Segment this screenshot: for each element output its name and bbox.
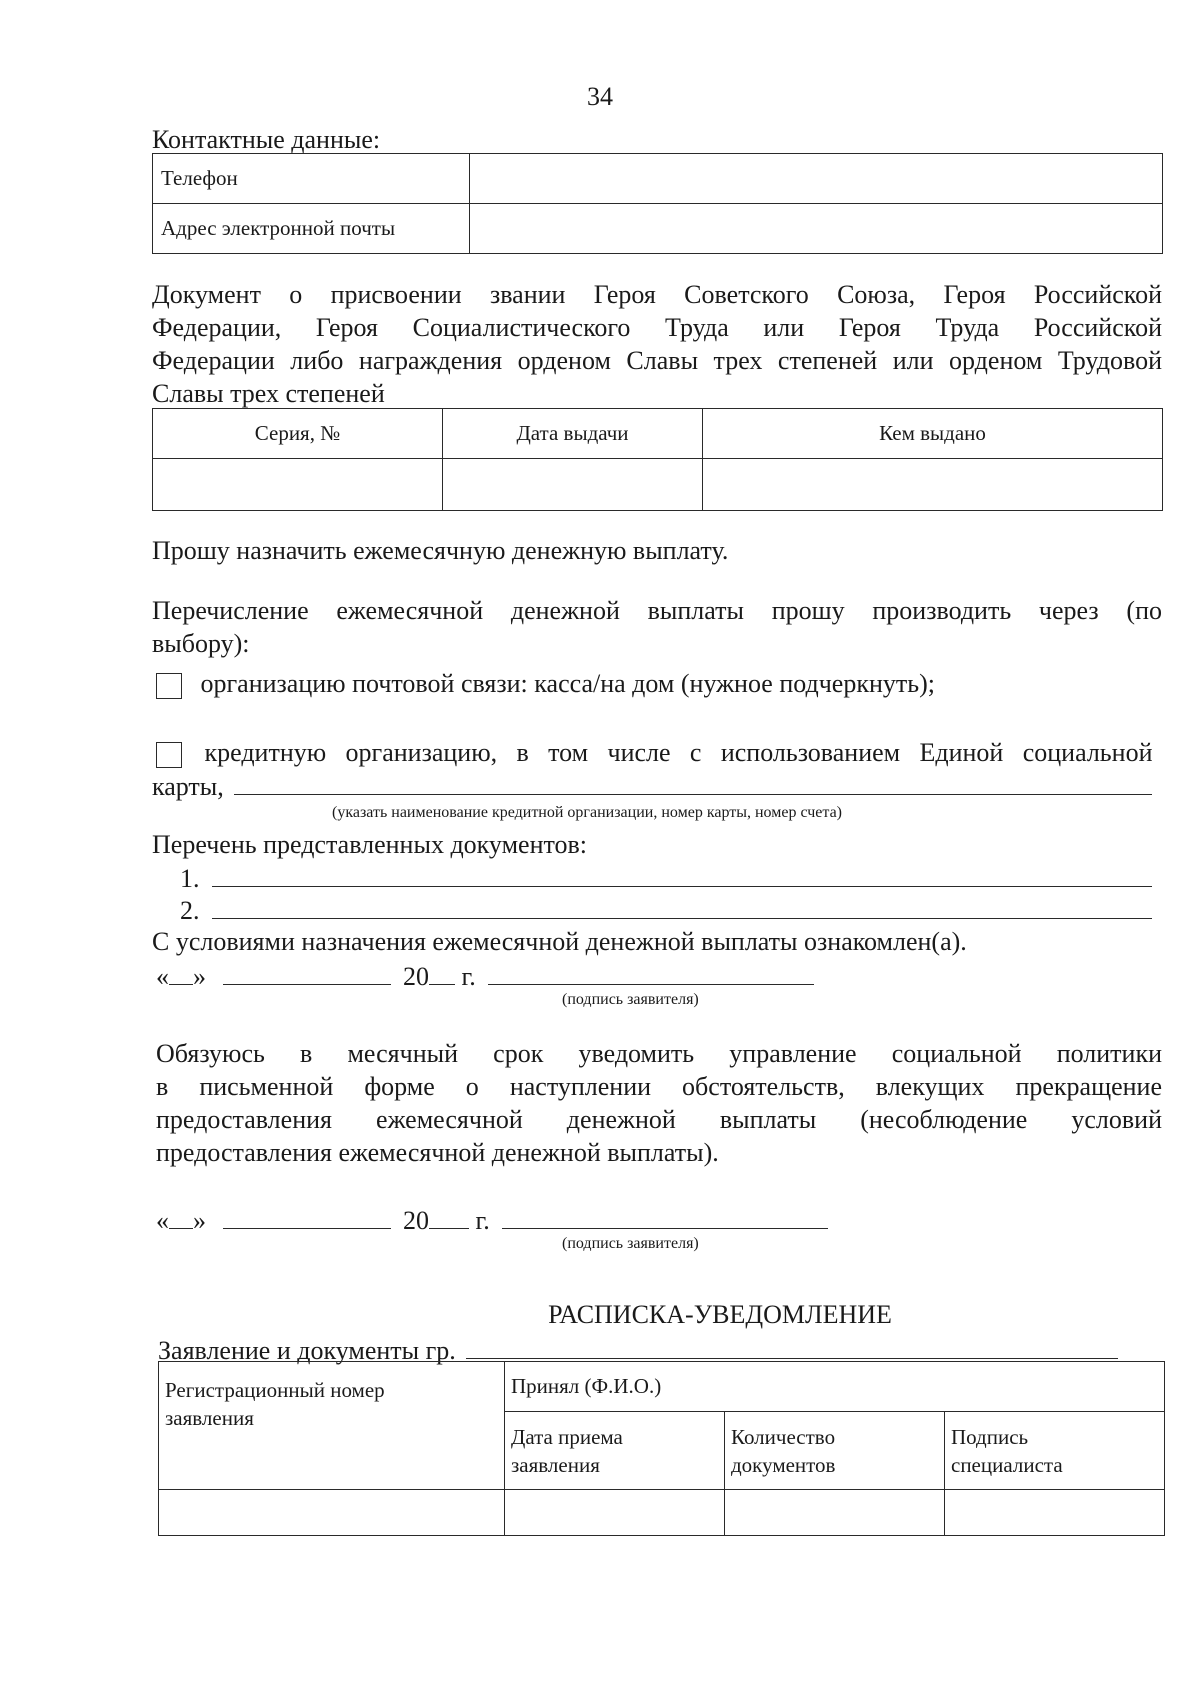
signature-caption-2: (подпись заявителя) [562, 1235, 699, 1252]
signature-field-2[interactable] [502, 1204, 828, 1229]
documents-count-header: Количество документов [725, 1412, 945, 1490]
post-office-checkbox[interactable] [156, 673, 182, 699]
hero-document-last-line: Славы трех степеней [152, 379, 385, 408]
year-field-1[interactable] [429, 960, 455, 985]
registration-number-header: Регистрационный номер заявления [159, 1362, 505, 1490]
option-credit-org[interactable] [156, 736, 1162, 769]
receipt-table [158, 1361, 1165, 1536]
documents-list-heading: Перечень представленных документов: [152, 830, 588, 859]
obligation-paragraph: Обязуюсь в месячный срок уведомить управление социальной политики в письменной форме о наступлении обстоятельств, влекущих прекращение предоставления ежемесячной денежной выплаты (несоблюдение условий [156, 1039, 1162, 1134]
series-number-field[interactable] [153, 459, 443, 511]
email-label: Адрес электронной почты [153, 204, 470, 254]
specialist-signature-header: Подпись специалиста [945, 1412, 1165, 1490]
documents-list-item-2: 2. [180, 894, 1152, 927]
receipt-applicant-line: Заявление и документы гр. [158, 1334, 1118, 1367]
series-number-header: Серия, № [153, 409, 443, 459]
signature-caption-1: (подпись заявителя) [562, 991, 699, 1008]
signature-line-2: « » 20 г. [156, 1204, 828, 1237]
phone-value-field[interactable] [470, 154, 1163, 204]
day-quote-1: « [156, 962, 169, 991]
payment-request-text: Прошу назначить ежемесячную денежную выплату. [152, 536, 729, 565]
email-value-field[interactable] [470, 204, 1163, 254]
documents-list-item-1: 1. [180, 862, 1152, 895]
credit-org-hint: (указать наименование кредитной организации, номер карты, номер счета) [332, 804, 843, 821]
page-number: 34 [587, 82, 613, 111]
day-field-2[interactable] [169, 1204, 193, 1229]
month-field-1[interactable] [223, 960, 391, 985]
credit-org-input-line[interactable] [234, 770, 1152, 795]
signature-line-1: « » 20 г. [156, 960, 814, 993]
hero-document-table [152, 408, 1163, 511]
registration-number-field[interactable] [159, 1490, 505, 1536]
credit-org-checkbox[interactable] [156, 742, 182, 768]
documents-count-field[interactable] [725, 1490, 945, 1536]
document-2-input-line[interactable] [212, 894, 1152, 919]
credit-org-label: кредитную организацию, в том числе с использованием Единой социальной [204, 738, 1153, 767]
specialist-signature-field[interactable] [945, 1490, 1165, 1536]
issue-date-header: Дата выдачи [443, 409, 703, 459]
signature-field-1[interactable] [488, 960, 814, 985]
transfer-method-line-1: Перечисление ежемесячной денежной выплаты прошу производить через (по [152, 596, 1162, 625]
conditions-acknowledgement: С условиями назначения ежемесячной денежной выплаты ознакомлен(а). [152, 927, 967, 956]
option-post-office[interactable] [156, 667, 935, 700]
issued-by-header: Кем выдано [703, 409, 1163, 459]
day-quote-2: « [156, 1206, 169, 1235]
day-field-1[interactable] [169, 960, 193, 985]
credit-org-line-2: карты, [152, 770, 1152, 803]
obligation-last-line: предоставления ежемесячной денежной выплаты). [156, 1138, 719, 1167]
contacts-table [152, 153, 1163, 254]
accepted-by-header: Принял (Ф.И.О.) [505, 1362, 1165, 1412]
receipt-title: РАСПИСКА-УВЕДОМЛЕНИЕ [548, 1300, 892, 1329]
phone-label: Телефон [153, 154, 470, 204]
contacts-heading: Контактные данные: [152, 125, 381, 154]
document-1-input-line[interactable] [212, 862, 1152, 887]
issue-date-field[interactable] [443, 459, 703, 511]
post-office-label: организацию почтовой связи: касса/на дом (нужное подчеркнуть); [200, 669, 935, 698]
month-field-2[interactable] [223, 1204, 391, 1229]
issued-by-field[interactable] [703, 459, 1163, 511]
transfer-method-line-2: выбору): [152, 629, 250, 658]
applicant-name-input-line[interactable] [466, 1334, 1118, 1359]
year-field-2[interactable] [429, 1204, 469, 1229]
receipt-date-field[interactable] [505, 1490, 725, 1536]
hero-document-paragraph: Документ о присвоении звании Героя Советского Союза, Героя Российской Федерации, Героя Социалистического Труда или Героя Труда Российской Федерации либо награждения орденом Славы трех степеней или орденом Трудовой [152, 280, 1162, 375]
receipt-date-header: Дата приема заявления [505, 1412, 725, 1490]
